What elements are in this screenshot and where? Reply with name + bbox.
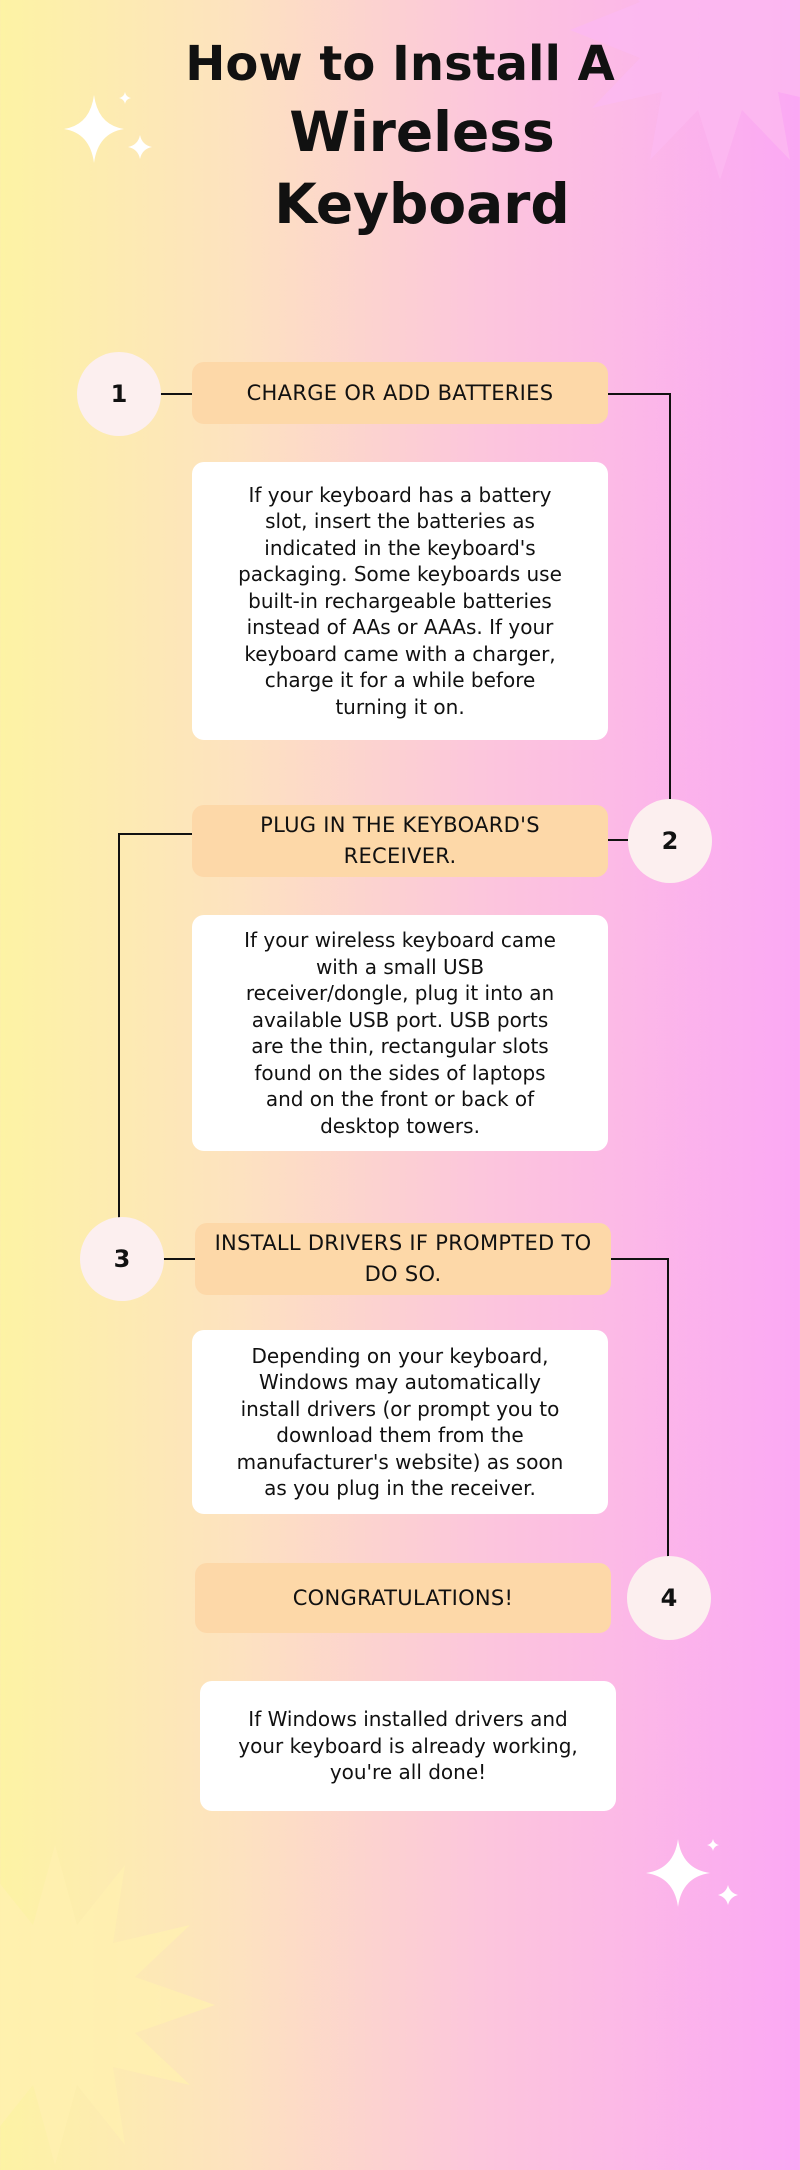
connector-line [669,393,671,801]
connector-line [608,839,628,841]
starburst-shape-bottom-left [0,1840,220,2170]
connector-line [160,393,192,395]
connector-line [667,1258,669,1558]
step-number-badge: 1 [77,352,161,436]
step-number-badge: 2 [628,799,712,883]
step-heading: CHARGE OR ADD BATTERIES [192,362,608,424]
connector-line [608,393,670,395]
connector-line [162,1258,195,1260]
step-description: If your wireless keyboard came with a small USB receiver/dongle, plug it into an available USB port. USB ports are the thin, rectangular slots found on the sides of laptops and on the front or back of desktop towers. [192,915,608,1151]
step-heading: PLUG IN THE KEYBOARD'S RECEIVER. [192,805,608,877]
step-heading: CONGRATULATIONS! [195,1563,611,1633]
connector-line [611,1258,669,1260]
step-description: If Windows installed drivers and your keyboard is already working, you're all done! [200,1681,616,1811]
page-title-line-1: How to Install A [185,36,615,92]
step-number-badge: 3 [80,1217,164,1301]
sparkle-icon [640,1835,750,1915]
page-title-line-3: Keyboard [274,172,570,236]
step-heading: INSTALL DRIVERS IF PROMPTED TO DO SO. [195,1223,611,1295]
step-number-badge: 4 [627,1556,711,1640]
step-description: Depending on your keyboard, Windows may automatically install drivers (or prompt you to download them from the manufacturer's website) as soon as you plug in the receiver. [192,1330,608,1514]
connector-line [118,833,120,1218]
connector-line [118,833,192,835]
page-title-line-2: Wireless [289,100,555,164]
step-description: If your keyboard has a battery slot, insert the batteries as indicated in the keyboard's packaging. Some keyboards use built-in rechargeable batteries instead of AAs or AAAs. If your keyboard came with a charger, charge it for a while before turning it on. [192,462,608,740]
